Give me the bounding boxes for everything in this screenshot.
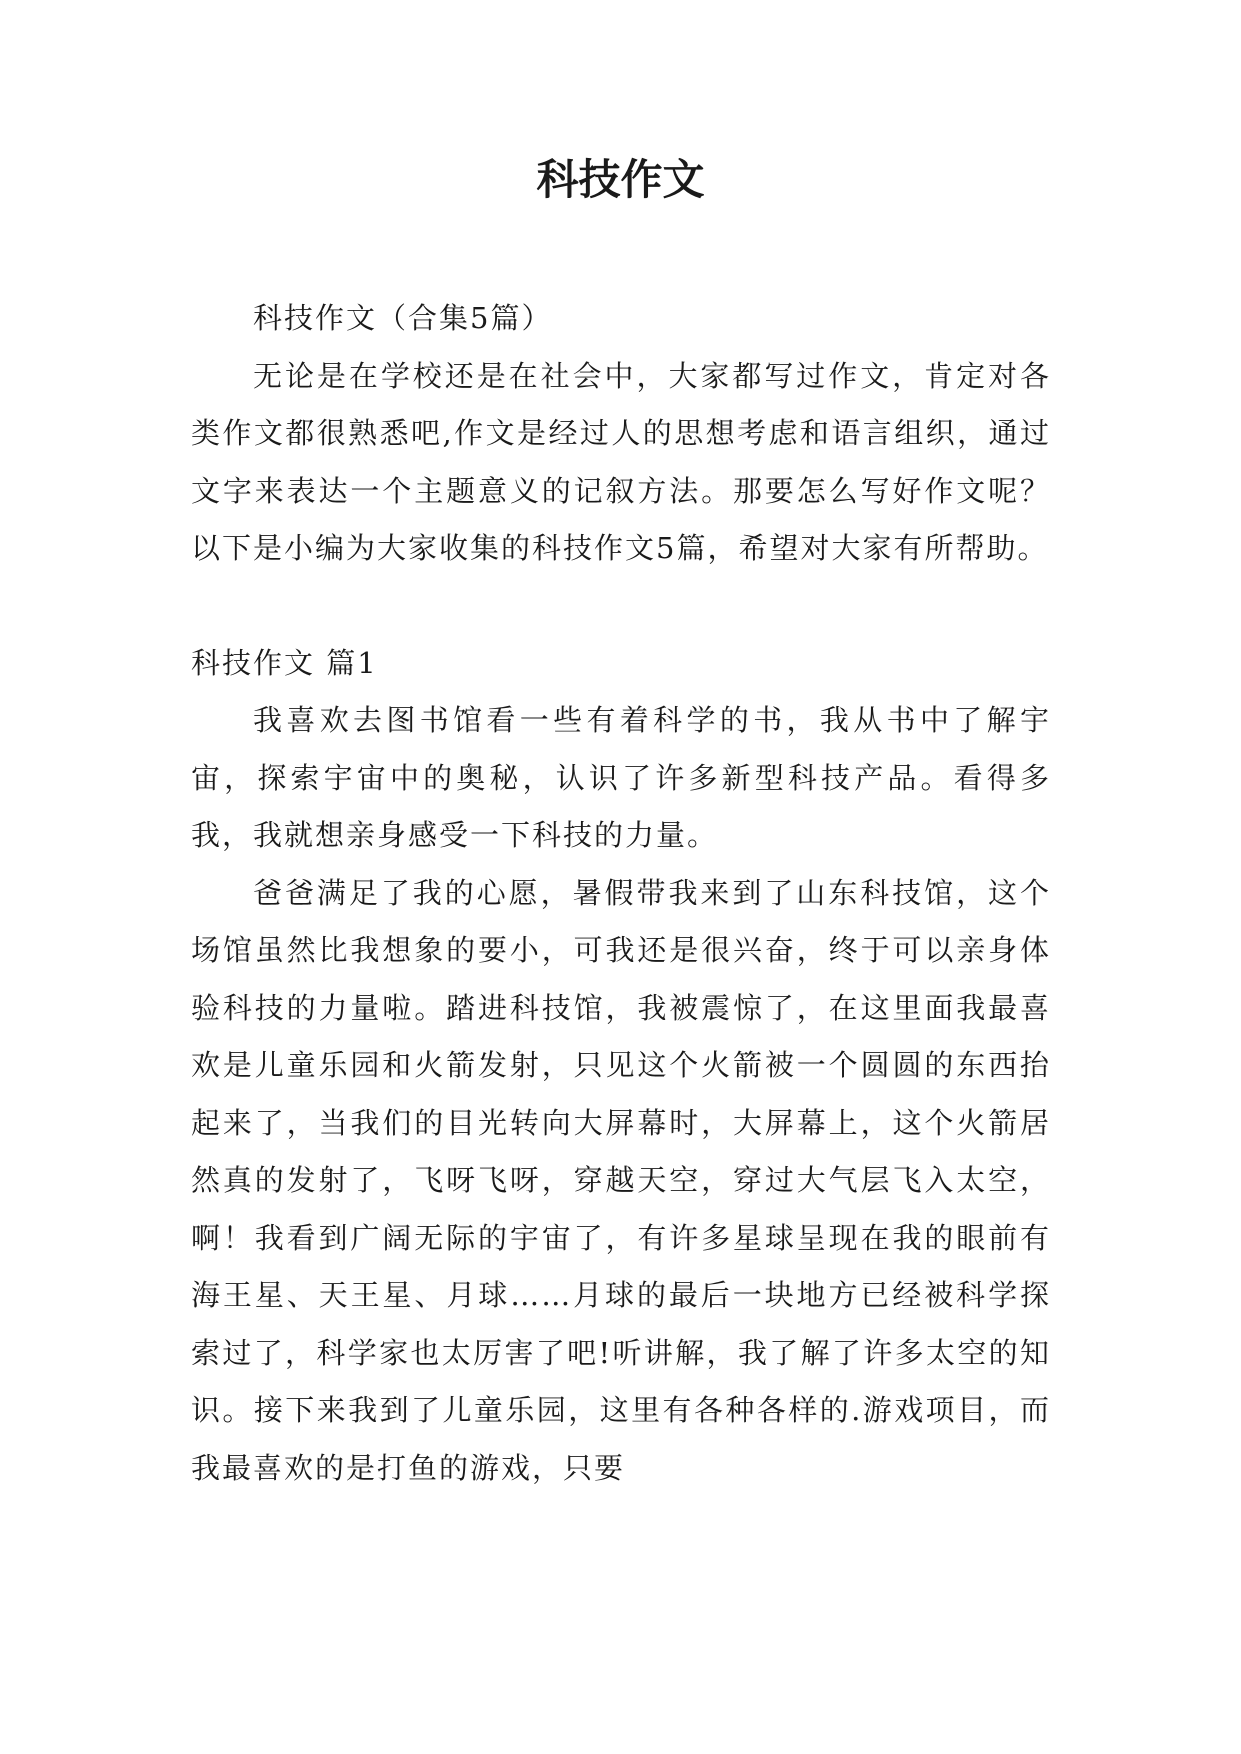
body-paragraph-2: 爸爸满足了我的心愿，暑假带我来到了山东科技馆，这个场馆虽然比我想象的要小，可我还是很兴奋，终于可以亲身体验科技的力量啦。踏进科技馆，我被震惊了，在这里面我最喜欢是儿童乐园和火箭发射，只见这个火箭被一个圆圆的东西抬起来了，当我们的目光转向大屏幕时，大屏幕上，这个火箭居然真的发射了，飞呀飞呀，穿越天空，穿过大气层飞入太空，啊！我看到广阔无际的宇宙了，有许多星球呈现在我的眼前有海王星、天王星、月球……月球的最后一块地方已经被科学探索过了，科学家也太厉害了吧!听讲解，我了解了许多太空的知识。接下来我到了儿童乐园，这里有各种各样的.游戏项目，而我最喜欢的是打鱼的游戏，只要 (191, 875, 1051, 1485)
document-body (191, 290, 1051, 1497)
section-heading: 科技作文 篇1 (191, 645, 378, 680)
intro-paragraph: 无论是在学校还是在社会中，大家都写过作文，肯定对各类作文都很熟悉吧,作文是经过人的思想考虑和语言组织，通过文字来表达一个主题意义的记叙方法。那要怎么写好作文呢？以下是小编为大家收集的科技作文5篇，希望对大家有所帮助。 (191, 358, 1051, 565)
section-spacer (191, 578, 1051, 635)
body-paragraph-1: 我喜欢去图书馆看一些有着科学的书，我从书中了解宇宙，探索宇宙中的奥秘，认识了许多新型科技产品。看得多我，我就想亲身感受一下科技的力量。 (191, 703, 1051, 852)
document-title: 科技作文 (536, 155, 705, 204)
collection-subtitle: 科技作文（合集5篇） (253, 301, 553, 335)
